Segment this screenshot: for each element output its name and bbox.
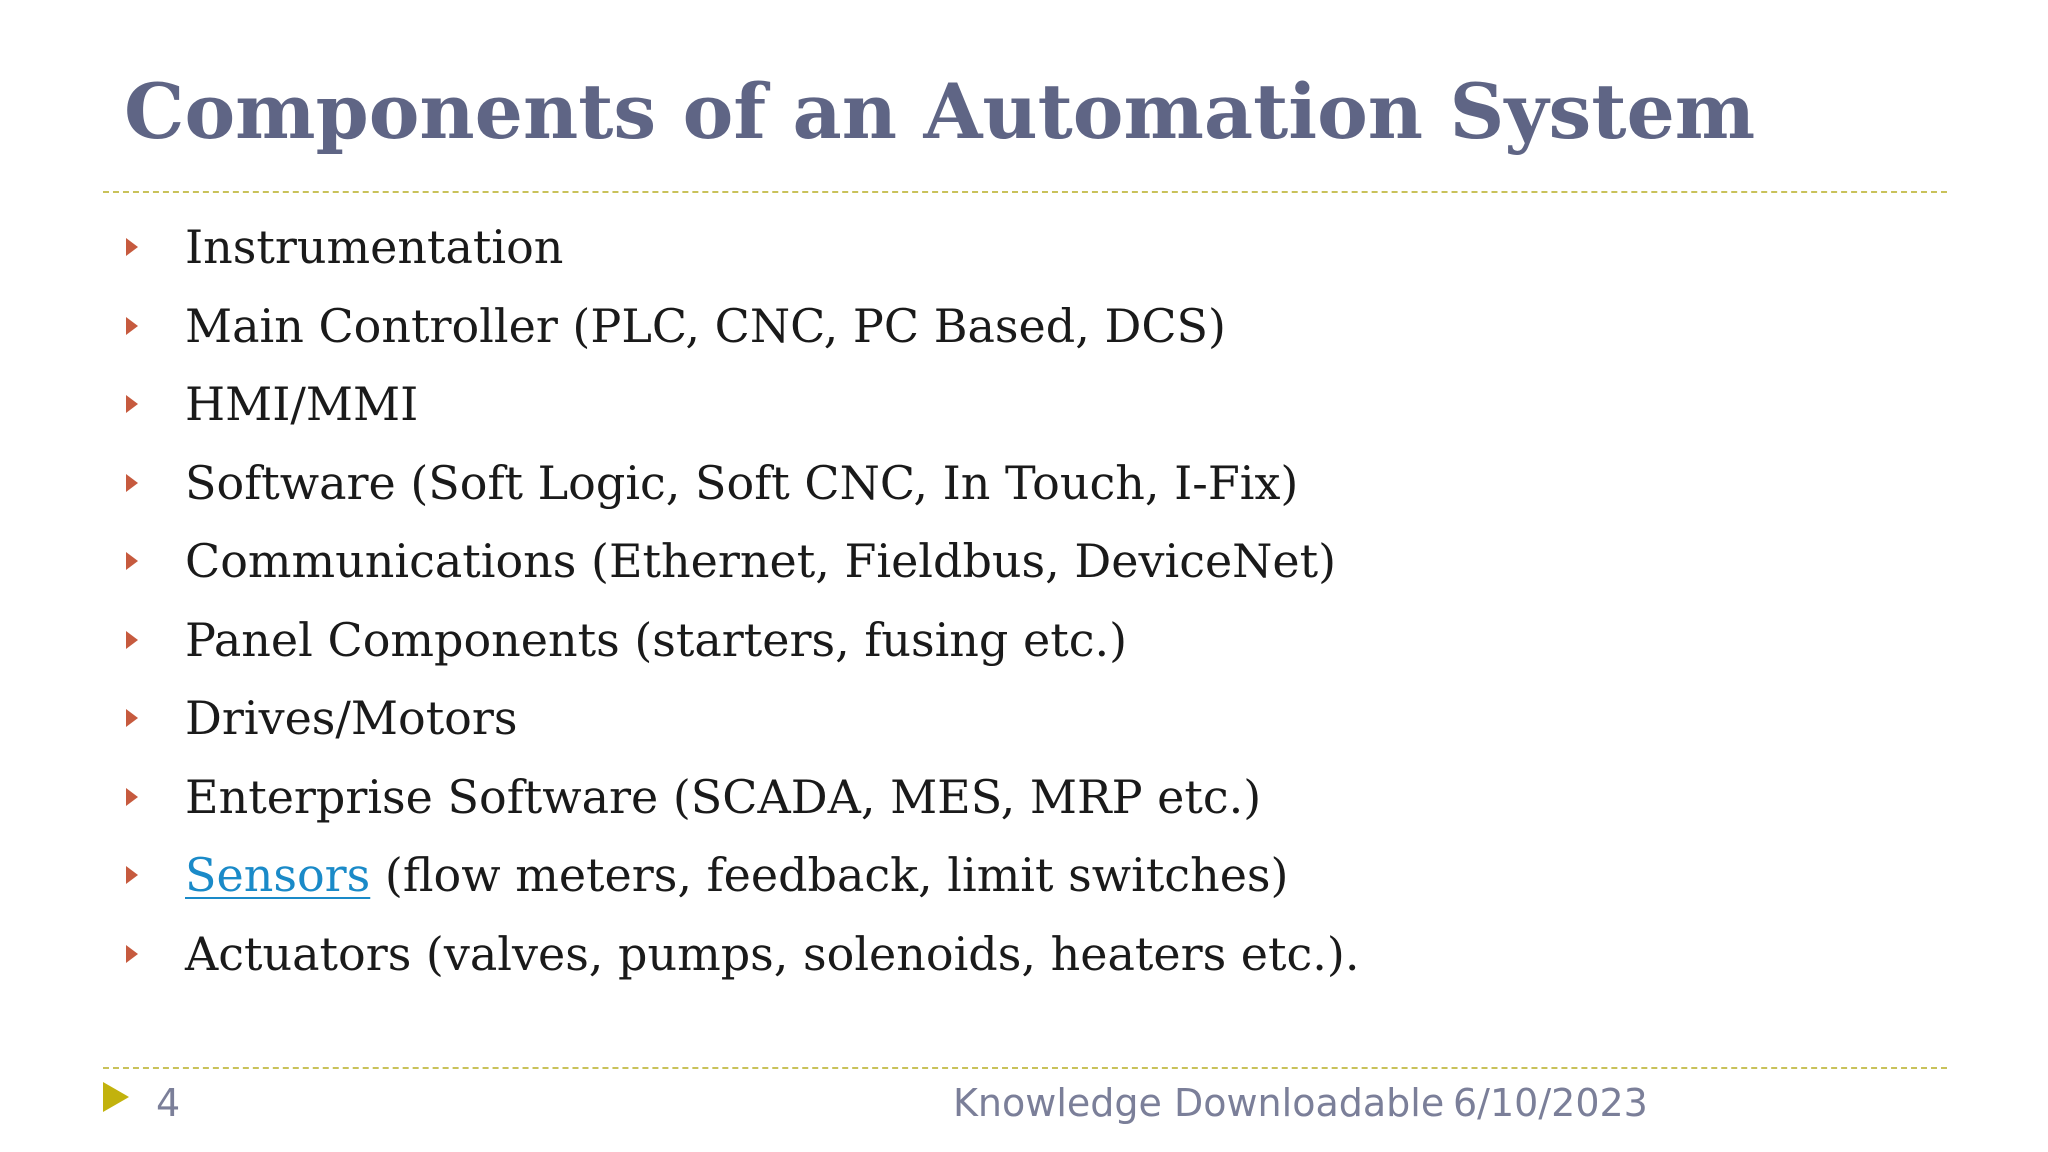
- triangle-right-icon: [103, 1082, 129, 1112]
- top-dashed-divider: [103, 191, 1947, 193]
- sensors-description: (flow meters, feedback, limit switches): [370, 848, 1289, 903]
- triangle-right-icon: [126, 238, 138, 256]
- bullet-text: Actuators (valves, pumps, solenoids, heaters etc.).: [185, 926, 1360, 981]
- triangle-right-icon: [126, 395, 138, 413]
- bullet-text: Communications (Ethernet, Fieldbus, DeviceNet): [185, 534, 1337, 589]
- bullet-text: Instrumentation: [185, 220, 564, 275]
- triangle-right-icon: [126, 317, 138, 335]
- triangle-right-icon: [126, 866, 138, 884]
- bullet-text: Drives/Motors: [185, 691, 518, 746]
- triangle-right-icon: [126, 631, 138, 649]
- bullet-text: Main Controller (PLC, CNC, PC Based, DCS): [185, 298, 1226, 353]
- bottom-dashed-divider: [103, 1067, 1947, 1069]
- triangle-right-icon: [126, 788, 138, 806]
- bullet-text: [185, 848, 1288, 902]
- slide-title: Components of an Automation System: [124, 67, 1756, 156]
- bullet-text: HMI/MMI: [185, 377, 419, 432]
- slide-number: 4: [156, 1081, 181, 1125]
- bullet-text: Panel Components (starters, fusing etc.): [185, 612, 1128, 667]
- footer-organization: Knowledge Downloadable: [953, 1081, 1445, 1125]
- bullet-text: Enterprise Software (SCADA, MES, MRP etc.): [185, 769, 1262, 824]
- triangle-right-icon: [126, 474, 138, 492]
- sensors-link[interactable]: Sensors: [185, 848, 371, 903]
- triangle-right-icon: [126, 552, 138, 570]
- triangle-right-icon: [126, 709, 138, 727]
- footer-date: 6/10/2023: [1453, 1081, 1648, 1125]
- bullet-text: Software (Soft Logic, Soft CNC, In Touch, I-Fix): [185, 455, 1299, 510]
- triangle-right-icon: [126, 945, 138, 963]
